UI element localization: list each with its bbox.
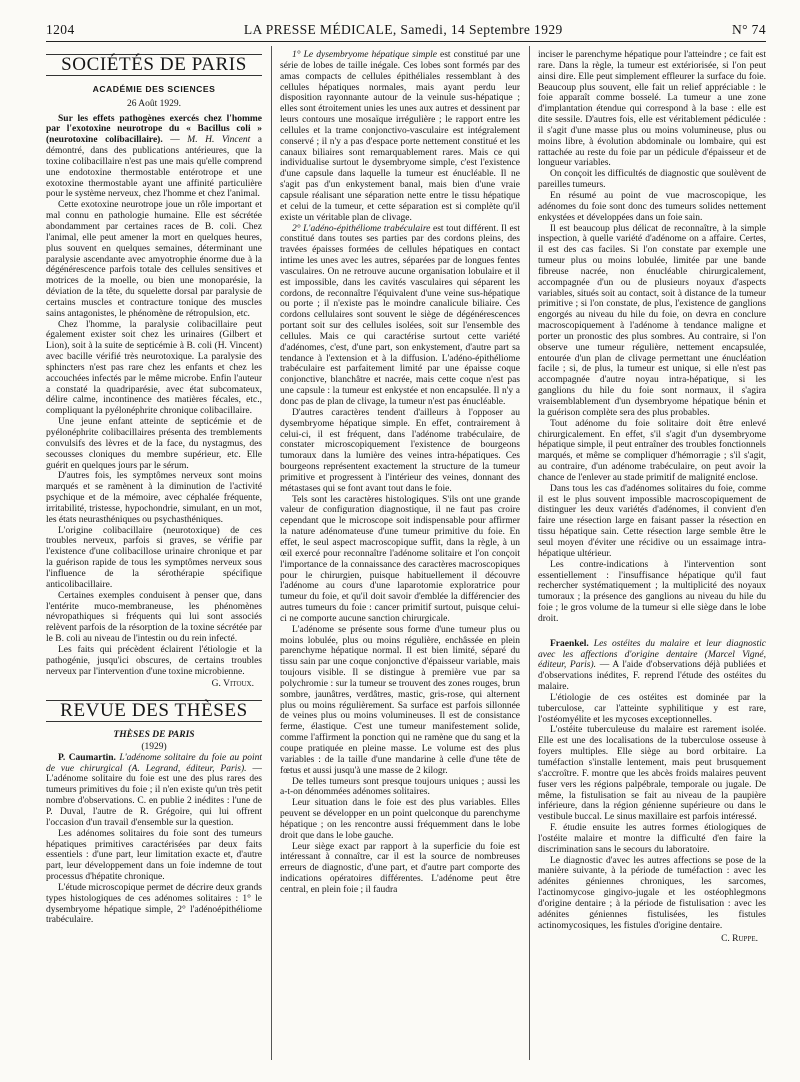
theses-year: (1929) [141,741,167,752]
thesis-paragraph: F. étudie ensuite les autres formes étiologiques de l'ostéite malaire et montre la difficulté d'en faire la discrimination sans le secours du laboratoire. [538,823,766,855]
article-paragraph: Sur les effets pathogènes exercés chez l'homme par l'exotoxine neurotrope du « Bacillus coli » (neurotoxine colibacillaire). — M. H. Vincent a démontré, dans des publications antérieures, que la toxine colibacillaire n'est pas une mais qu'elle comprend une endotoxine thermostable entérotrope et une exotoxine thermostable ayant une affinité particulière pour le système nerveux, chez l'homme et chez l'animal. [46,113,262,200]
session-date: 26 Août 1929. [126,98,182,109]
subtype-title: 1° Le dysembryome hépatique simple [292,50,437,60]
academy-heading: ACADÉMIE DES SCIENCES [92,83,216,94]
thesis-paragraph: On conçoit les difficultés de diagnostic que soulèvent de pareilles tumeurs. [538,169,766,191]
signature-ruppe: C. Ruppe. [721,933,758,944]
paragraph-text: est constitué par une série de lobes de taille inégale. Ces lobes sont formés par des amas compacts de cellules épithéliales ressemblant à des cellules hépatiques normales, mais ayant perdu leur disposition rayonnante autour de la veinule sus-hépatique ; elles sont étroitement unies les unes aux autres et dessinent par leurs contours une mosaïque irrégulière ; le rapport entre les cellules et la trame conjonctivo-vasculaire est intégralement conservé ; il n'y a pas d'espace porte nettement constitué et les canaux biliaires sont remarquablement rares. Mais ce qui individualise surtout le dysembryome simple, c'est l'existence d'une capsule dans laquelle la tumeur est énucléable. Il ne s'agit pas d'un enkystement banal, mais bien d'une vraie capsule réalisant une séparation nette entre le tissu hépatique et celui de la tumeur, et cette séparation est si complète qu'il existe un véritable plan de clivage. [280,50,520,223]
page-header [46,22,766,40]
column-3 [538,50,766,1060]
paragraph-text: — A l'aide d'observations déjà publiées et d'observations inédites, F. reprend l'étude des ostéites du malaire. [538,660,766,693]
column-2 [280,50,520,1060]
thesis-paragraph: L'étiologie de ces ostéites est dominée par la tuberculose, car l'atteinte syphilitique y est rare, l'ostéomyélite et les mycoses exceptionnelles. [538,692,766,725]
article-paragraph: D'autres fois, les symptômes nerveux sont moins marqués et se ramènent à la diminution de l'activité psychique et de la mémoire, avec céphalée fréquente, irritabilité, tristesse, hypochondrie, simulant, en un mot, les états neurasthéniques ou psychasthéniques. [46,471,262,525]
article-paragraph: Cette exotoxine neurotrope joue un rôle important et mal connu en pathologie humaine. Elle est sécrétée abondamment par certaines races de B. coli. Chez l'animal, elle peut amener la mort en quelques heures, plus souvent en quelques semaines, déterminant une paralysie ascendante avec amyotrophie énorme due à la dégénérescence parfois totale des cellules sensitives et motrices de la moelle, ou bien une monoparésie, la déviation de la tête, du squelette dorsal par paralysie de certains muscles et contracture tonique des muscles sains antagonistes, le phénomène de rétropulsion, etc. [46,200,262,319]
thesis-paragraph: Leur situation dans le foie est des plus variables. Elles peuvent se développer en un point quelconque du parenchyme hépatique ; on les rencontre aussi fréquemment dans le lobe droit que dans le lobe gauche. [280,798,520,841]
theses-heading: THÈSES DE PARIS [113,730,195,741]
thesis-paragraph: En résumé au point de vue macroscopique, les adénomes du foie sont donc des tumeurs solides nettement enkystées et développées dans un foie sain. [538,190,766,223]
thesis-author: Fraenkel. [550,638,589,649]
thesis-paragraph: inciser le parenchyme hépatique pour l'atteindre ; ce fait est rare. Dans la règle, la tumeur est extériorisée, si l'on peut ainsi dire. Elle peut simplement effleurer la surface du foie. Beaucoup plus souvent, elle fait un relief appréciable : le foie apparaît comme bosselé. La tumeur a une zone d'implantation étendue qui correspond à la base : elle est dite sessile. D'autres fois, elle est véritablement pédiculée : il s'agit d'une masse plus ou moins volumineuse, plus ou moins libre, à évolution abdominale ou lombaire, qui est rattachée au reste du foie par un pédicule d'épaisseur et de longueur variables. [538,50,766,169]
paragraph-text: — L'adénome solitaire du foie est une des plus rares des tumeurs primitives du foie ; il n'en existe qu'un très petit nombre d'observations. C. en publie 2 inédites : l'une de P. Duval, l'autre de R. Grégoire, qui lui offrent l'occasion d'un travail d'ensemble sur la question. [46,763,262,828]
article-paragraph: Une jeune enfant atteinte de septicémie et de pyélonéphrite colibacillaires présenta des tremblements convulsifs des lèvres et de la face, du nystagmus, des secousses cloniques du membre supérieur, etc. Elle guérit en quelques jours par le sérum. [46,417,262,471]
article-paragraph: Les faits qui précèdent éclairent l'étiologie et la pathogénie, jusqu'ici obscures, de certains troubles nerveux par l'intervention d'une toxine microbienne. [46,644,262,677]
thesis-editor: (Marcel Vigné, éditeur, Paris). [538,649,766,671]
article-author: M. H. Vincent [187,135,251,146]
paragraph-text: a démontré, dans des publications antérieures, que la toxine colibacillaire n'est pas une mais qu'elle comprend une endotoxine thermostable entérotrope et une exotoxine thermostable ayant une affinité particulière pour le système nerveux, chez l'homme et chez l'animal. [46,135,262,200]
thesis-paragraph [280,224,520,408]
thesis-title: L'adénome solitaire du foie au point de vue chirurgical (A. Legrand, éditeur, Paris). [46,752,262,774]
thesis-author: P. Caumartin. [58,752,116,763]
section-title-societes: SOCIÉTÉS DE PARIS [46,54,262,76]
column-1 [46,50,262,1060]
thesis-paragraph: Tout adénome du foie solitaire doit être enlevé chirurgicalement. En effet, s'il s'agit d'un dysembryome hépatique simple, il peut entraîner des troubles fonctionnels marqués, et même se compliquer d'hémorragie ; s'il s'agit, au contraire, d'un adénome trabéculaire, on peut avoir la chance de l'enlever au stade primitif de malignité enclose. [538,418,766,483]
issue-number: N° 74 [731,22,766,37]
thesis-paragraph: L'adénome se présente sous forme d'une tumeur plus ou moins lobulée, plus ou moins régulière, enchâssée en plein parenchyme hépatique normal. Il est bien limité, séparé du tissu sain par une coque conjonctive d'épaisseur variable, mais toujours visible. Il se distingue à première vue par sa polychromie : sur la tumeur se trouvent des zones rouges, brun sombre, jaunâtres, verdâtres, mastic, gris-rose, qui alternent plus ou moins régulièrement. Sa surface est parfois sillonnée de veines plus ou moins volumineuses. Il est de consistance ferme, élastique. C'est une tumeur manifestement solide, comme l'affirment la ponction qui ne ramène que du sang et la coupe pratiquée en pleine masse. Le volume est des plus variables : de la taille d'une mandarine à celle d'une tête de fœtus et aussi jusqu'à une masse de 2 kilogr. [280,624,520,776]
thesis-paragraph: L'étude microscopique permet de décrire deux grands types histologiques de ces adénomes solitaires : 1° le dysembryome hépatique simple, 2° l'adénoépithéliome trabéculaire. [46,882,262,926]
article-paragraph: Chez l'homme, la paralysie colibacillaire peut également exister soit chez les urinaires (Gilbert et Lion), soit à la suite de septicémie à B. coli (H. Vincent) avec bacille vérifié très neurotoxique. La paralysie des sphincters n'est pas rare chez les enfants et chez les accouchées infectés par le même microbe. Enfin l'auteur a constaté la quadriparésie, avec état subcomateux, délire calme, incontinence des matières fécales, etc., compliquant la pyélonéphrite chronique colibacillaire. [46,319,262,417]
thesis-paragraph: Les contre-indications à l'intervention sont essentiellement : l'insuffisance hépatique qu'il faut rechercher systématiquement ; la multiplicité des noyaux tumoraux ; la présence des ganglions au niveau du hile du foie ; le gros volume de la tumeur si elle siège dans le lobe droit. [538,559,766,624]
thesis-paragraph: Tels sont les caractères histologiques. S'ils ont une grande valeur de configuration diagnostique, il ne faut pas croire cependant que le microscope soit indispensable pour affirmer la nature adénomateuse d'une tumeur primitive du foie. En effet, le seul aspect macroscopique suffit, dans la règle, à un œil exercé pour reconnaître l'adénome solitaire et l'on conçoit l'importance de la connaissance des caractères macroscopiques pour le chirurgien, puisque habituellement il découvre l'adénome au cours d'une laparotomie exploratrice pour tumeur du foie, et qu'il doit savoir d'emblée la différencier des autres tumeurs du foie : cancer primitif surtout, puisque celui-ci ne comporte aucune sanction chirurgicale. [280,494,520,624]
thesis-paragraph: Les adénomes solitaires du foie sont des tumeurs hépatiques primitives caractérisées par deux faits essentiels : d'une part, leur limitation exacte et, d'autre part, leur développement dans un foie indemne de tout processus d'hépatite chronique. [46,828,262,883]
thesis-paragraph: D'autres caractères tendent d'ailleurs à l'opposer au dysembryome hépatique simple. En effet, contrairement à celui-ci, il est fréquent, dans l'adénome trabéculaire, de constater microscopiquement l'existence de bourgeons tumoraux dans la lumière des veines intra-hépatiques. Ces bourgeons représentent exactement la structure de la tumeur primitive et progressent à l'intérieur des veines, donnant des métastases qui se font avant tout dans le foie. [280,407,520,494]
paragraph-text: est tout différent. Il est constitué dans toutes ses parties par des cordons pleins, des travées épaisses formées de cellules hépatiques en contact intime les unes avec les autres, séparées par de longues fentes vasculaires. On ne retrouve aucune organisation lobulaire et il est impossible, dans les cavités vasculaires qui séparent les cordons, de reconnaître l'équivalent d'une veine sus-hépatique ou porte ; il n'existe pas le moindre canalicule biliaire. Ces cordons cellulaires sont souvent le siège de dégénérescences portant soit sur des cellules isolées, soit sur l'ensemble des cellules. Mais ce qui caractérise surtout cette variété d'adénomes, c'est, d'une part, son enkystement, d'autre part sa tendance à l'extension et à la diffusion. L'adéno-épithéliome trabéculaire est parfaitement limité par une épaisse coque conjonctive, blanchâtre et nacrée, mais cette coque n'est pas une capsule : la tumeur est enkystée et non encapsulée. Il n'y a donc pas de plan de clivage, la tumeur n'est pas énucléable. [280,223,520,407]
page-number: 1204 [46,22,75,37]
column-divider-1 [271,46,272,1060]
article-paragraph: Certaines exemples conduisent à penser que, dans l'entérite muco-membraneuse, les phénomènes névropathiques si fréquents qui lui sont associés relèvent parfois de la résorption de la toxine sécrétée par le B. coli au niveau de l'intestin ou du rein infecté. [46,590,262,645]
subtype-title: 2° L'adéno-épithéliome trabéculaire [292,223,431,234]
signature-vitoux: G. Vitoux. [211,679,254,690]
article-lead-title: Sur les effets pathogènes exercés chez l'homme par l'exotoxine neurotrope du « Bacillus coli » (neurotoxine colibacillaire). [46,113,262,146]
thesis-paragraph: De telles tumeurs sont presque toujours uniques ; aussi les a-t-on dénommées adénomes solitaires. [280,776,520,798]
section-title-theses: REVUE DES THÈSES [46,700,262,722]
thesis-paragraph [280,50,520,224]
header-rule [46,41,766,42]
article-paragraph: L'origine colibacillaire (neurotoxique) de ces troubles nerveux, parfois si graves, se vérifie par l'existence d'une colibacillose urinaire chronique et par la guérison rapide de tous les symptômes nerveux sous l'influence de la sérothérapie spécifique anticolibacillaire. [46,525,262,590]
thesis-paragraph [538,639,766,693]
column-divider-2 [529,46,530,1060]
thesis-title: Les ostéites du malaire et leur diagnostic avec les affections d'origine dentaire [538,638,766,660]
thesis-paragraph: L'ostéite tuberculeuse du malaire est rarement isolée. Elle est une des localisations de la tuberculose osseuse à foyers multiples. Elle siège au bord orbitaire. La tuméfaction s'installe lentement, mais peut brusquement s'accroître. F. montre que les abcès froids malaires peuvent fuser vers les régions palpébrale, temporale ou jugale. De même, la fistulisation se fait au niveau de la paupière inférieure, dans la région génienne supérieure ou dans le vestibule buccal. Le sinus maxillaire est parfois intéressé. [538,725,766,823]
thesis-paragraph: Dans tous les cas d'adénomes solitaires du foie, comme il est le plus souvent impossible macroscopiquement de distinguer les deux variétés d'adénomes, il convient d'en faire une résection large en faisant passer la résection en tissu hépatique sain. Cette résection large semble être le seul moyen d'éviter une récidive ou un essaimage intra-hépatique ultérieur. [538,483,766,559]
journal-title-date: LA PRESSE MÉDICALE, Samedi, 14 Septembre 1929 [243,22,563,37]
thesis-paragraph [46,753,262,829]
thesis-paragraph: Le diagnostic d'avec les autres affections se pose de la manière suivante, à la période de tuméfaction : avec les adénites géniennes chroniques, les sarcomes, l'actinomycose gingivo-jugale et les ostéophlegmons d'origine dentaire ; à la période de fistulisation : avec les adénites géniennes fistulisées, les fistules actinomycosiques, les fistules d'origine dentaire. [538,855,766,931]
thesis-paragraph: Il est beaucoup plus délicat de reconnaître, à la simple inspection, à quelle variété d'adénome on a affaire. Certes, il est des cas faciles. Si l'on constate par exemple une tumeur plus ou moins lobulée, limitée par une bande fibreuse nacrée, non énucléable chirurgicalement, accompagnée d'un ou de plusieurs noyaux d'aspects variables, situés soit au contact, soit à distance de la tumeur primitive ; si l'on constate, de plus, l'existence de ganglions engorgés au niveau du hile du foie, on devra en conclure macroscopiquement à l'adénome à tendance maligne et porter un pronostic des plus sombres. Au contraire, si l'on observe une tumeur régulière, nettement encapsulée, entourée d'un plan de clivage permettant une énucléation facile ; si, de plus, la tumeur est unique, si elle n'est pas accompagnée d'autre noyau intra-hépatique, si les ganglions du hile du foie sont normaux, il s'agira vraisemblablement d'un dysembryome hépatique bénin et la guérison complète sera des plus probables. [538,223,766,418]
thesis-paragraph: Leur siège exact par rapport à la superficie du foie est intéressant à connaître, car il est la source de nombreuses erreurs de diagnostic, d'une part, et d'autre part comporte des indications opératoires différentes. L'adénome peut être central, en plein foie ; il faudra [280,841,520,895]
